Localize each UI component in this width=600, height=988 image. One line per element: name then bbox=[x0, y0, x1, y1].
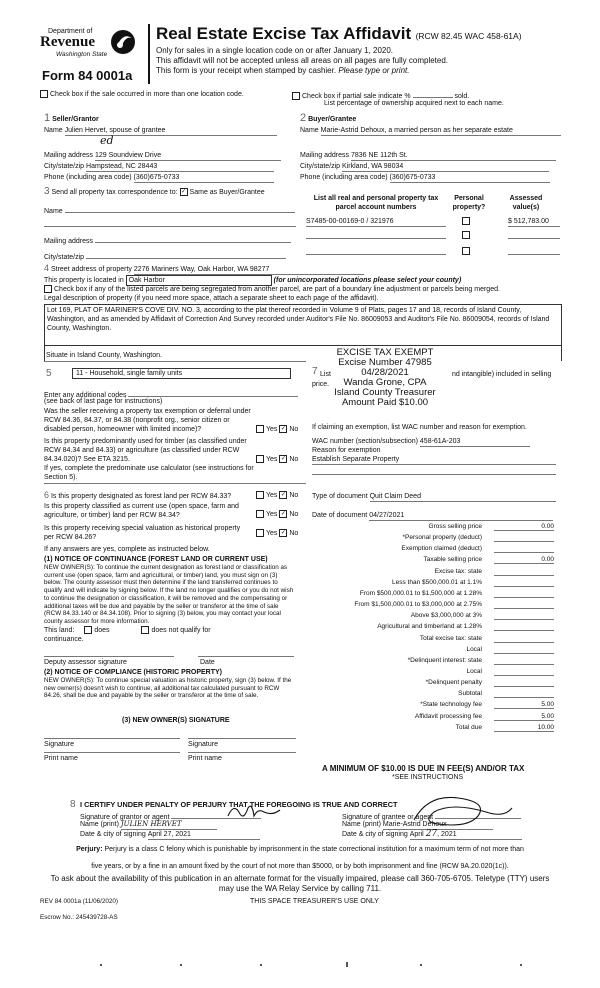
tax-row-label: *State technology fee bbox=[420, 701, 482, 709]
same-as-buyer-checkbox[interactable]: ✓ bbox=[181, 189, 187, 196]
street-number: 4 bbox=[44, 263, 50, 273]
current-use-yes-label: Yes bbox=[266, 511, 278, 518]
seller-name-label: Name bbox=[44, 127, 63, 134]
tax-row bbox=[312, 678, 562, 687]
exemption-no-label: No bbox=[289, 426, 299, 433]
grantee-sig-label: Signature of grantee or agent bbox=[342, 814, 434, 821]
parcel-line-2 bbox=[306, 238, 446, 239]
timber-calc-note: If yes, complete the predominate use calculator (see instructions for Section 5). bbox=[44, 465, 254, 481]
tax-row-label: *Personal property (deduct) bbox=[402, 534, 482, 542]
tax-row bbox=[312, 589, 562, 598]
tax-row-label: Total due bbox=[455, 723, 482, 731]
historic-heading: (2) NOTICE OF COMPLIANCE (HISTORIC PROPERTY) bbox=[44, 669, 222, 676]
street-address-row bbox=[44, 264, 364, 275]
exemption-yes-label: Yes bbox=[266, 426, 278, 433]
assessed-line-2 bbox=[508, 238, 560, 239]
exemption-yes-checkbox[interactable] bbox=[256, 425, 264, 433]
grantee-date-label: Date & city of signing bbox=[342, 831, 408, 838]
tax-row-label: Above $3,000,000 at 3% bbox=[410, 612, 482, 620]
send-address-label: Mailing address bbox=[44, 238, 94, 245]
doc-date-field[interactable]: 04/27/2021 bbox=[369, 511, 553, 521]
forest-no-label: No bbox=[289, 492, 299, 499]
perjury-line-1 bbox=[40, 845, 560, 854]
tax-row bbox=[312, 533, 562, 542]
historic-yes-label: Yes bbox=[266, 530, 278, 537]
not-qualify-checkbox[interactable] bbox=[141, 626, 149, 634]
continuance-heading: (1) NOTICE OF CONTINUANCE (FOREST LAND OR CURRENT USE) bbox=[44, 556, 268, 563]
tax-row-value[interactable] bbox=[494, 600, 554, 609]
send-address-field[interactable] bbox=[95, 234, 291, 243]
historic-question: Is this property receiving special valuation as historical property per RCW 84.26? bbox=[44, 525, 241, 541]
tax-row bbox=[312, 689, 562, 698]
send-name-label: Name bbox=[44, 208, 63, 215]
scan-speck bbox=[346, 962, 348, 967]
this-land-row bbox=[44, 626, 211, 635]
grantor-date-row bbox=[80, 830, 260, 840]
buyer-city-field[interactable]: Kirkland, WA 98034 bbox=[342, 162, 549, 172]
continuance-word: continuance. bbox=[44, 636, 84, 643]
forest-no-checkbox[interactable]: ✓ bbox=[280, 492, 286, 499]
dor-seal-icon bbox=[108, 28, 138, 56]
sec7-tail: nd intangible) included in selling bbox=[452, 371, 552, 378]
tax-row-value[interactable]: 5.00 bbox=[494, 712, 554, 721]
sec6-number: 6 bbox=[44, 490, 50, 500]
tax-row-label: *Delinquent interest: state bbox=[407, 656, 482, 664]
legal-box-bottom bbox=[44, 342, 562, 361]
tax-row bbox=[312, 656, 562, 665]
grantor-signature-icon bbox=[224, 800, 284, 822]
multi-location-check[interactable] bbox=[40, 90, 244, 99]
doc-date-label: Date of document bbox=[312, 512, 368, 519]
exemption-no-checkbox[interactable]: ✓ bbox=[280, 426, 286, 433]
boundary-checkbox[interactable] bbox=[44, 285, 52, 293]
buyer-address-label: Mailing address bbox=[300, 152, 350, 159]
tax-row bbox=[312, 712, 562, 721]
tax-row-value[interactable] bbox=[494, 533, 554, 542]
exemption-question: Was the seller receiving a property tax exemption or deferral under RCW 84.36, 84.37, or 84.38 (nonprofit org., senior citizen or disabled person, homeowner with limited income)? bbox=[44, 408, 251, 433]
buyer-number: 2 bbox=[300, 112, 307, 124]
stamp-line-5: Island County Treasurer bbox=[334, 387, 436, 398]
stamp-line-1: EXCISE TAX EXEMPT bbox=[336, 347, 434, 358]
seller-handwritten-note: ed bbox=[100, 134, 114, 147]
grantor-print-row bbox=[80, 820, 217, 830]
deputy-sig-line bbox=[44, 656, 174, 657]
buyer-name-label: Name bbox=[300, 127, 319, 134]
does-qualify-checkbox[interactable] bbox=[84, 626, 92, 634]
scan-speck bbox=[420, 964, 422, 966]
logo-state: Washington State bbox=[56, 51, 108, 58]
timber-yesno bbox=[256, 455, 298, 464]
grantee-date-field[interactable] bbox=[410, 830, 522, 840]
perjury-label: Perjury: bbox=[76, 846, 103, 853]
not-qualify-label: does not qualify for bbox=[151, 627, 211, 634]
personal-property-checkbox-3[interactable] bbox=[462, 247, 470, 255]
tax-row-value[interactable] bbox=[494, 656, 554, 665]
current-use-yesno bbox=[256, 510, 298, 519]
seller-address-label: Mailing address bbox=[44, 152, 94, 159]
tax-row-label: Affidavit processing fee bbox=[414, 712, 482, 720]
timber-yes-label: Yes bbox=[266, 456, 278, 463]
tax-row-label: From $500,000.01 to $1,500,000 at 1.28% bbox=[359, 589, 482, 597]
tax-row-value[interactable] bbox=[494, 634, 554, 643]
same-as-buyer-label: Same as Buyer/Grantee bbox=[189, 189, 265, 196]
tax-row-value[interactable] bbox=[494, 689, 554, 698]
wac-field[interactable]: 458-61A-203 bbox=[420, 437, 530, 447]
tax-row-value[interactable] bbox=[494, 667, 554, 676]
tax-row bbox=[312, 578, 562, 587]
header-line-3 bbox=[156, 66, 409, 76]
send-label: Send all property tax correspondence to: bbox=[51, 189, 178, 196]
historic-no-label: No bbox=[289, 530, 299, 537]
seller-address-field[interactable]: 129 Soundview Drive bbox=[95, 151, 281, 161]
current-use-no-checkbox[interactable]: ✓ bbox=[280, 511, 286, 518]
sec5-number: 5 bbox=[46, 368, 52, 379]
scan-speck bbox=[180, 964, 182, 966]
header-divider bbox=[148, 24, 150, 84]
sec7-price: price. bbox=[312, 381, 330, 388]
buyer-name-field[interactable]: Marie-Astrid Dehoux, a married person as her separate estate bbox=[321, 126, 561, 136]
tax-row-label: *Delinquent penalty bbox=[425, 679, 482, 687]
buyer-phone-label: Phone (including area code) bbox=[300, 174, 388, 181]
ownership-note: List percentage of ownership acquired next to each name. bbox=[324, 100, 504, 107]
assessed-value-header: Assessed value(s) bbox=[509, 195, 543, 211]
boundary-row bbox=[44, 285, 564, 294]
seller-number: 1 bbox=[44, 112, 51, 124]
tax-row-value[interactable] bbox=[494, 622, 554, 631]
additional-codes-note: (see back of last page for instructions) bbox=[44, 398, 163, 405]
tax-row bbox=[312, 622, 562, 631]
does-qualify-label: does bbox=[94, 627, 110, 634]
owner-print-label-2: Print name bbox=[188, 755, 222, 762]
grantee-date-day: 27 bbox=[425, 829, 438, 839]
timber-no-label: No bbox=[289, 456, 299, 463]
scan-speck bbox=[520, 964, 522, 966]
owner-print-label-1: Print name bbox=[44, 755, 78, 762]
page-title: Real Estate Excise Tax Affidavit bbox=[156, 24, 412, 43]
exemption-yesno bbox=[256, 425, 298, 434]
owner-sig-line-1 bbox=[44, 738, 180, 739]
if-yes-note: If any answers are yes, complete as instructed below. bbox=[44, 546, 210, 553]
grantor-print-label: Name (print) bbox=[80, 821, 119, 828]
forest-yes-label: Yes bbox=[266, 492, 278, 499]
stamp-line-3: 04/28/2021 bbox=[361, 367, 409, 378]
tax-row bbox=[312, 567, 562, 576]
seller-title: Seller/Grantor bbox=[52, 116, 99, 123]
send-correspondence-row bbox=[44, 187, 265, 197]
buyer-name-row bbox=[300, 126, 570, 136]
street-label: Street address of property bbox=[50, 266, 132, 273]
timber-no-checkbox[interactable]: ✓ bbox=[280, 456, 286, 463]
tax-row-label: Taxable selling price bbox=[423, 556, 482, 564]
minimum-due: A MINIMUM OF $10.00 IS DUE IN FEE(S) AND/OR TAX bbox=[322, 764, 525, 773]
tax-row-value[interactable] bbox=[494, 589, 554, 598]
tax-row bbox=[312, 667, 562, 676]
location-note: (for unincorporated locations please select your county) bbox=[273, 277, 462, 284]
alt-format-note: To ask about the availability of this publication in an alternate format for the visually impaired, please call 360-705-6705. Teletype (TTY) users may use the WA Relay Service by calling 711. bbox=[50, 874, 550, 893]
send-city-row bbox=[44, 250, 286, 262]
tax-row-label: Less than $500,000.01 at 1.1% bbox=[392, 578, 482, 586]
forest-question bbox=[44, 491, 254, 501]
street-address-field[interactable]: 2276 Mariners Way, Oak Harbor, WA 98277 bbox=[134, 265, 364, 275]
tax-row bbox=[312, 544, 562, 553]
seller-city-row bbox=[44, 162, 294, 172]
form-number: Form 84 0001a bbox=[42, 68, 133, 83]
doc-type-label: Type of document bbox=[312, 493, 368, 500]
historic-text: NEW OWNER(S): To continue special valuation as historic property, sign (3) below. If the new owner(s) doesn't wish to continue, all additional tax calculated pursuant to RCW 84.26, shall be due and payable by the seller or transferor at the time of sale. bbox=[44, 677, 292, 700]
tax-row bbox=[312, 700, 562, 709]
grantor-date-field[interactable]: April 27, 2021 bbox=[148, 830, 260, 840]
current-use-yes-checkbox[interactable] bbox=[256, 510, 264, 518]
header-line-1: Only for sales in a single location code on or after January 1, 2020. bbox=[156, 46, 394, 55]
new-owner-heading: (3) NEW OWNER(S) SIGNATURE bbox=[122, 717, 230, 724]
owner-sig-label-1: Signature bbox=[44, 741, 74, 748]
multi-location-checkbox[interactable] bbox=[40, 90, 48, 98]
buyer-city-row bbox=[300, 162, 570, 172]
tax-row-value[interactable]: 5.00 bbox=[494, 700, 554, 709]
additional-codes-field[interactable] bbox=[128, 389, 298, 397]
deputy-date-line bbox=[198, 656, 294, 657]
exemption-claim: If claiming an exemption, list WAC number and reason for exemption. bbox=[312, 424, 527, 431]
seller-phone-label: Phone (including area code) bbox=[44, 174, 132, 181]
stamp-line-4: Wanda Grone, CPA bbox=[343, 377, 427, 388]
send-extra-line bbox=[44, 226, 296, 227]
buyer-address-field[interactable]: 7836 NE 112th St. bbox=[351, 151, 556, 161]
send-number: 3 bbox=[44, 186, 50, 197]
grantor-sig-label: Signature of grantor or agent bbox=[80, 814, 170, 821]
this-land-label: This land: bbox=[44, 627, 75, 634]
header-line-3-italic: Please type or print. bbox=[338, 66, 410, 75]
header-line-2: This affidavit will not be accepted unless all areas on all pages are fully completed. bbox=[156, 56, 449, 65]
buyer-phone-row bbox=[300, 173, 570, 183]
send-name-row bbox=[44, 204, 295, 216]
tax-row-value[interactable]: 0.00 bbox=[494, 522, 554, 531]
sec7-number: 7 bbox=[312, 366, 318, 377]
current-use-question: Is this property classified as current use (open space, farm and agriculture, or timber) land per RCW 84.34? bbox=[44, 503, 239, 519]
seller-heading bbox=[44, 112, 99, 124]
timber-question: Is this property predominantly used for timber (as classified under RCW 84.34 and 84.33) or agriculture (as classified under RCW 84.34.020)? See ETA 3215. bbox=[44, 438, 247, 463]
seller-city-label: City/state/zip bbox=[44, 163, 85, 170]
tax-row-value[interactable]: 0.00 bbox=[494, 555, 554, 564]
legal-label: Legal description of property (if you need more space, attach a separate sheet to each page of the affidavit). bbox=[44, 295, 379, 302]
legal-description[interactable]: Lot 169, PLAT OF MARINER'S COVE DIV. NO. 3, according to the plat thereof recorded in Volume 9 of Plats, pages 17 and 18, records of Island County, Washington, and as amended by Affidavit of Correction And Survey recorded under Auditor's File No. 86009053 and Auditor's File No. 86009054, records of Island County, Washington. bbox=[44, 304, 562, 346]
tax-row bbox=[312, 645, 562, 654]
tax-row bbox=[312, 723, 562, 732]
perjury-text: Perjury is a class C felony which is punishable by imprisonment in the state correctional institution for a maximum term of not more than bbox=[104, 846, 524, 853]
continuance-text: NEW OWNER(S): To continue the current designation as forest land or classification as current use (open space, farm and agricultural, or timber) land, you must sign on (3) below. The county assessor must then determine if the land transferred continues to qualify and will indicate by signing below. If the land no longer qualifies or you do not wish to continue the designation or classification, it will be removed and the compensating or additional taxes will be due and payable by the seller or transferor at the time of sale (RCW 84.33.140 or 84.34.108). Prior to signing (3) below, you may contact your local county assessor for more information. bbox=[44, 564, 294, 625]
seller-name-field[interactable]: Julien Hervet, spouse of grantee bbox=[65, 126, 277, 136]
parcel-line-3 bbox=[306, 254, 446, 255]
sec5-divider bbox=[44, 483, 306, 484]
deputy-date-label: Date bbox=[200, 659, 215, 666]
doc-date-row bbox=[312, 511, 553, 521]
sec7-list: List bbox=[320, 371, 331, 378]
reason-line-2 bbox=[312, 474, 556, 475]
partial-sale-field[interactable] bbox=[413, 90, 453, 98]
grantee-date-row bbox=[342, 830, 522, 840]
tax-row-label: Agricultural and timberland at 1.28% bbox=[377, 623, 482, 631]
owner-sig-label-2: Signature bbox=[188, 741, 218, 748]
grantee-print-row bbox=[342, 820, 493, 830]
personal-property-checkbox-2[interactable] bbox=[462, 231, 470, 239]
timber-yes-checkbox[interactable] bbox=[256, 455, 264, 463]
doc-type-field[interactable]: Quit Claim Deed bbox=[370, 492, 556, 502]
tax-row-label: Local bbox=[466, 645, 482, 653]
see-instructions: *SEE INSTRUCTIONS bbox=[392, 774, 464, 781]
tax-row-label: Total excise tax: state bbox=[419, 634, 482, 642]
scan-speck bbox=[260, 964, 262, 966]
tax-row-value[interactable] bbox=[494, 611, 554, 620]
tax-row-label: From $1,500,000.01 to $3,000,000 at 2.75% bbox=[354, 601, 482, 609]
forest-question-text: Is this property designated as forest land per RCW 84.33? bbox=[50, 493, 232, 500]
stamp-line-2: Excise Number 47985 bbox=[338, 357, 432, 368]
buyer-address-row bbox=[300, 151, 570, 161]
tax-row-value[interactable] bbox=[494, 645, 554, 654]
legal-situate: Situate in Island County, Washington. bbox=[46, 352, 162, 359]
grantee-date-month: April bbox=[409, 831, 424, 838]
header-line-3-text: This form is your receipt when stamped by cashier. bbox=[156, 66, 337, 75]
buyer-phone-field[interactable]: (360)675-0733 bbox=[390, 173, 550, 183]
deputy-sig-label: Deputy assessor signature bbox=[44, 659, 127, 666]
multi-location-label: Check box if the sale occurred in more than one location code. bbox=[50, 91, 244, 98]
scan-speck bbox=[100, 964, 102, 966]
tax-row-label: Local bbox=[466, 667, 482, 675]
partial-sale-label: Check box if partial sale indicate % bbox=[302, 93, 411, 100]
exempt-stamp bbox=[320, 348, 450, 408]
tax-row bbox=[312, 522, 562, 531]
grantor-print-field[interactable]: JULIEN HERVET bbox=[121, 820, 217, 830]
tax-row-value[interactable] bbox=[494, 544, 554, 553]
certify-number: 8 bbox=[70, 799, 76, 810]
send-city-label: City/state/zip bbox=[44, 254, 85, 261]
owner-print-line-2 bbox=[188, 752, 296, 753]
assessed-line-3 bbox=[508, 254, 560, 255]
tax-row-value[interactable] bbox=[494, 567, 554, 576]
grantee-print-label: Name (print) bbox=[342, 821, 381, 828]
partial-sale-sold: sold. bbox=[454, 93, 470, 100]
certify-text: I CERTIFY UNDER PENALTY OF PERJURY THAT THE FOREGOING IS TRUE AND CORRECT bbox=[80, 800, 398, 809]
buyer-title: Buyer/Grantee bbox=[308, 116, 357, 123]
assessed-value[interactable]: $ 512,783.00 bbox=[508, 217, 560, 227]
seller-name-row bbox=[44, 126, 294, 136]
reason-field[interactable]: Establish Separate Property bbox=[312, 455, 556, 465]
current-use-no-label: No bbox=[289, 511, 299, 518]
seller-phone-row bbox=[44, 173, 294, 183]
tax-row-label: Excise tax: state bbox=[434, 567, 482, 575]
historic-no-checkbox[interactable]: ✓ bbox=[280, 530, 286, 537]
tax-row bbox=[312, 600, 562, 609]
tax-row-label: Exemption claimed (deduct) bbox=[401, 545, 482, 553]
grantor-date-label: Date & city of signing bbox=[80, 831, 146, 838]
buyer-heading bbox=[300, 112, 356, 124]
stamp-line-6: Amount Paid $10.00 bbox=[341, 397, 429, 408]
dor-logo bbox=[40, 20, 140, 64]
forest-yes-checkbox[interactable] bbox=[256, 491, 264, 499]
grantee-print-field[interactable]: Marie-Astrid Dehoux bbox=[383, 820, 493, 830]
boundary-label: Check box if any of the listed parcels are being segregated from another parcel, are part of a boundary line adjustment or parcels being merged. bbox=[54, 286, 500, 293]
tax-row-label: Subtotal bbox=[458, 690, 482, 698]
personal-property-header: Personal property? bbox=[452, 195, 486, 211]
location-label: This property is located in bbox=[44, 277, 124, 284]
tax-row bbox=[312, 634, 562, 643]
seller-phone-field[interactable]: (360)675-0733 bbox=[134, 173, 274, 183]
send-name-field[interactable] bbox=[65, 204, 295, 213]
page-title-rcw: (RCW 82.45 WAC 458-61A) bbox=[415, 31, 522, 41]
logo-revenue: Revenue bbox=[40, 34, 95, 50]
personal-property-checkbox-1[interactable] bbox=[462, 217, 470, 225]
tax-row-value[interactable] bbox=[494, 578, 554, 587]
parcel-number[interactable]: S7485-00-00169-0 / 321976 bbox=[306, 217, 446, 227]
perjury-line-2: five years, or by a fine in an amount fixed by the court of not more than $5000, or by both imprisonment and fine (RCW 9A.20.020(1c)). bbox=[91, 863, 509, 870]
doc-type-row bbox=[312, 492, 556, 502]
buyer-city-label: City/state/zip bbox=[300, 163, 341, 170]
partial-sale-checkbox[interactable] bbox=[292, 92, 300, 100]
additional-codes-label: Enter any additional codes bbox=[44, 392, 127, 399]
page-title-row bbox=[156, 24, 522, 44]
revision: REV 84 0001a (11/06/2020) bbox=[40, 898, 118, 905]
forest-yesno bbox=[256, 491, 298, 500]
owner-sig-line-2 bbox=[188, 738, 296, 739]
reason-label: Reason for exemption bbox=[312, 447, 381, 454]
send-address-row bbox=[44, 234, 291, 246]
grantee-date-year: , 2021 bbox=[437, 831, 457, 838]
historic-yes-checkbox[interactable] bbox=[256, 529, 264, 537]
seller-address-row bbox=[44, 151, 294, 161]
owner-print-line-1 bbox=[44, 752, 180, 753]
historic-yesno bbox=[256, 529, 298, 538]
tax-row bbox=[312, 555, 562, 564]
seller-city-field[interactable]: Hampstead, NC 28443 bbox=[86, 162, 274, 172]
parcel-header: List all real and personal property tax parcel account numbers bbox=[313, 195, 439, 211]
treasurer-note: THIS SPACE TREASURER'S USE ONLY bbox=[250, 898, 379, 905]
legal-situate-line bbox=[44, 361, 306, 362]
send-city-field[interactable] bbox=[86, 250, 286, 259]
tax-row-value[interactable]: 10.00 bbox=[494, 723, 554, 732]
tax-row bbox=[312, 611, 562, 620]
escrow-number: Escrow No.: 245439728-AS bbox=[40, 914, 118, 921]
tax-row-label: Gross selling price bbox=[428, 523, 482, 530]
wac-label: WAC number (section/subsection) bbox=[312, 438, 418, 445]
location-select[interactable]: Oak Harbor bbox=[126, 275, 272, 286]
logo-dept: Department of bbox=[48, 28, 93, 35]
land-use-code[interactable]: 11 - Household, single family units bbox=[72, 368, 291, 379]
tax-row-value[interactable] bbox=[494, 678, 554, 687]
